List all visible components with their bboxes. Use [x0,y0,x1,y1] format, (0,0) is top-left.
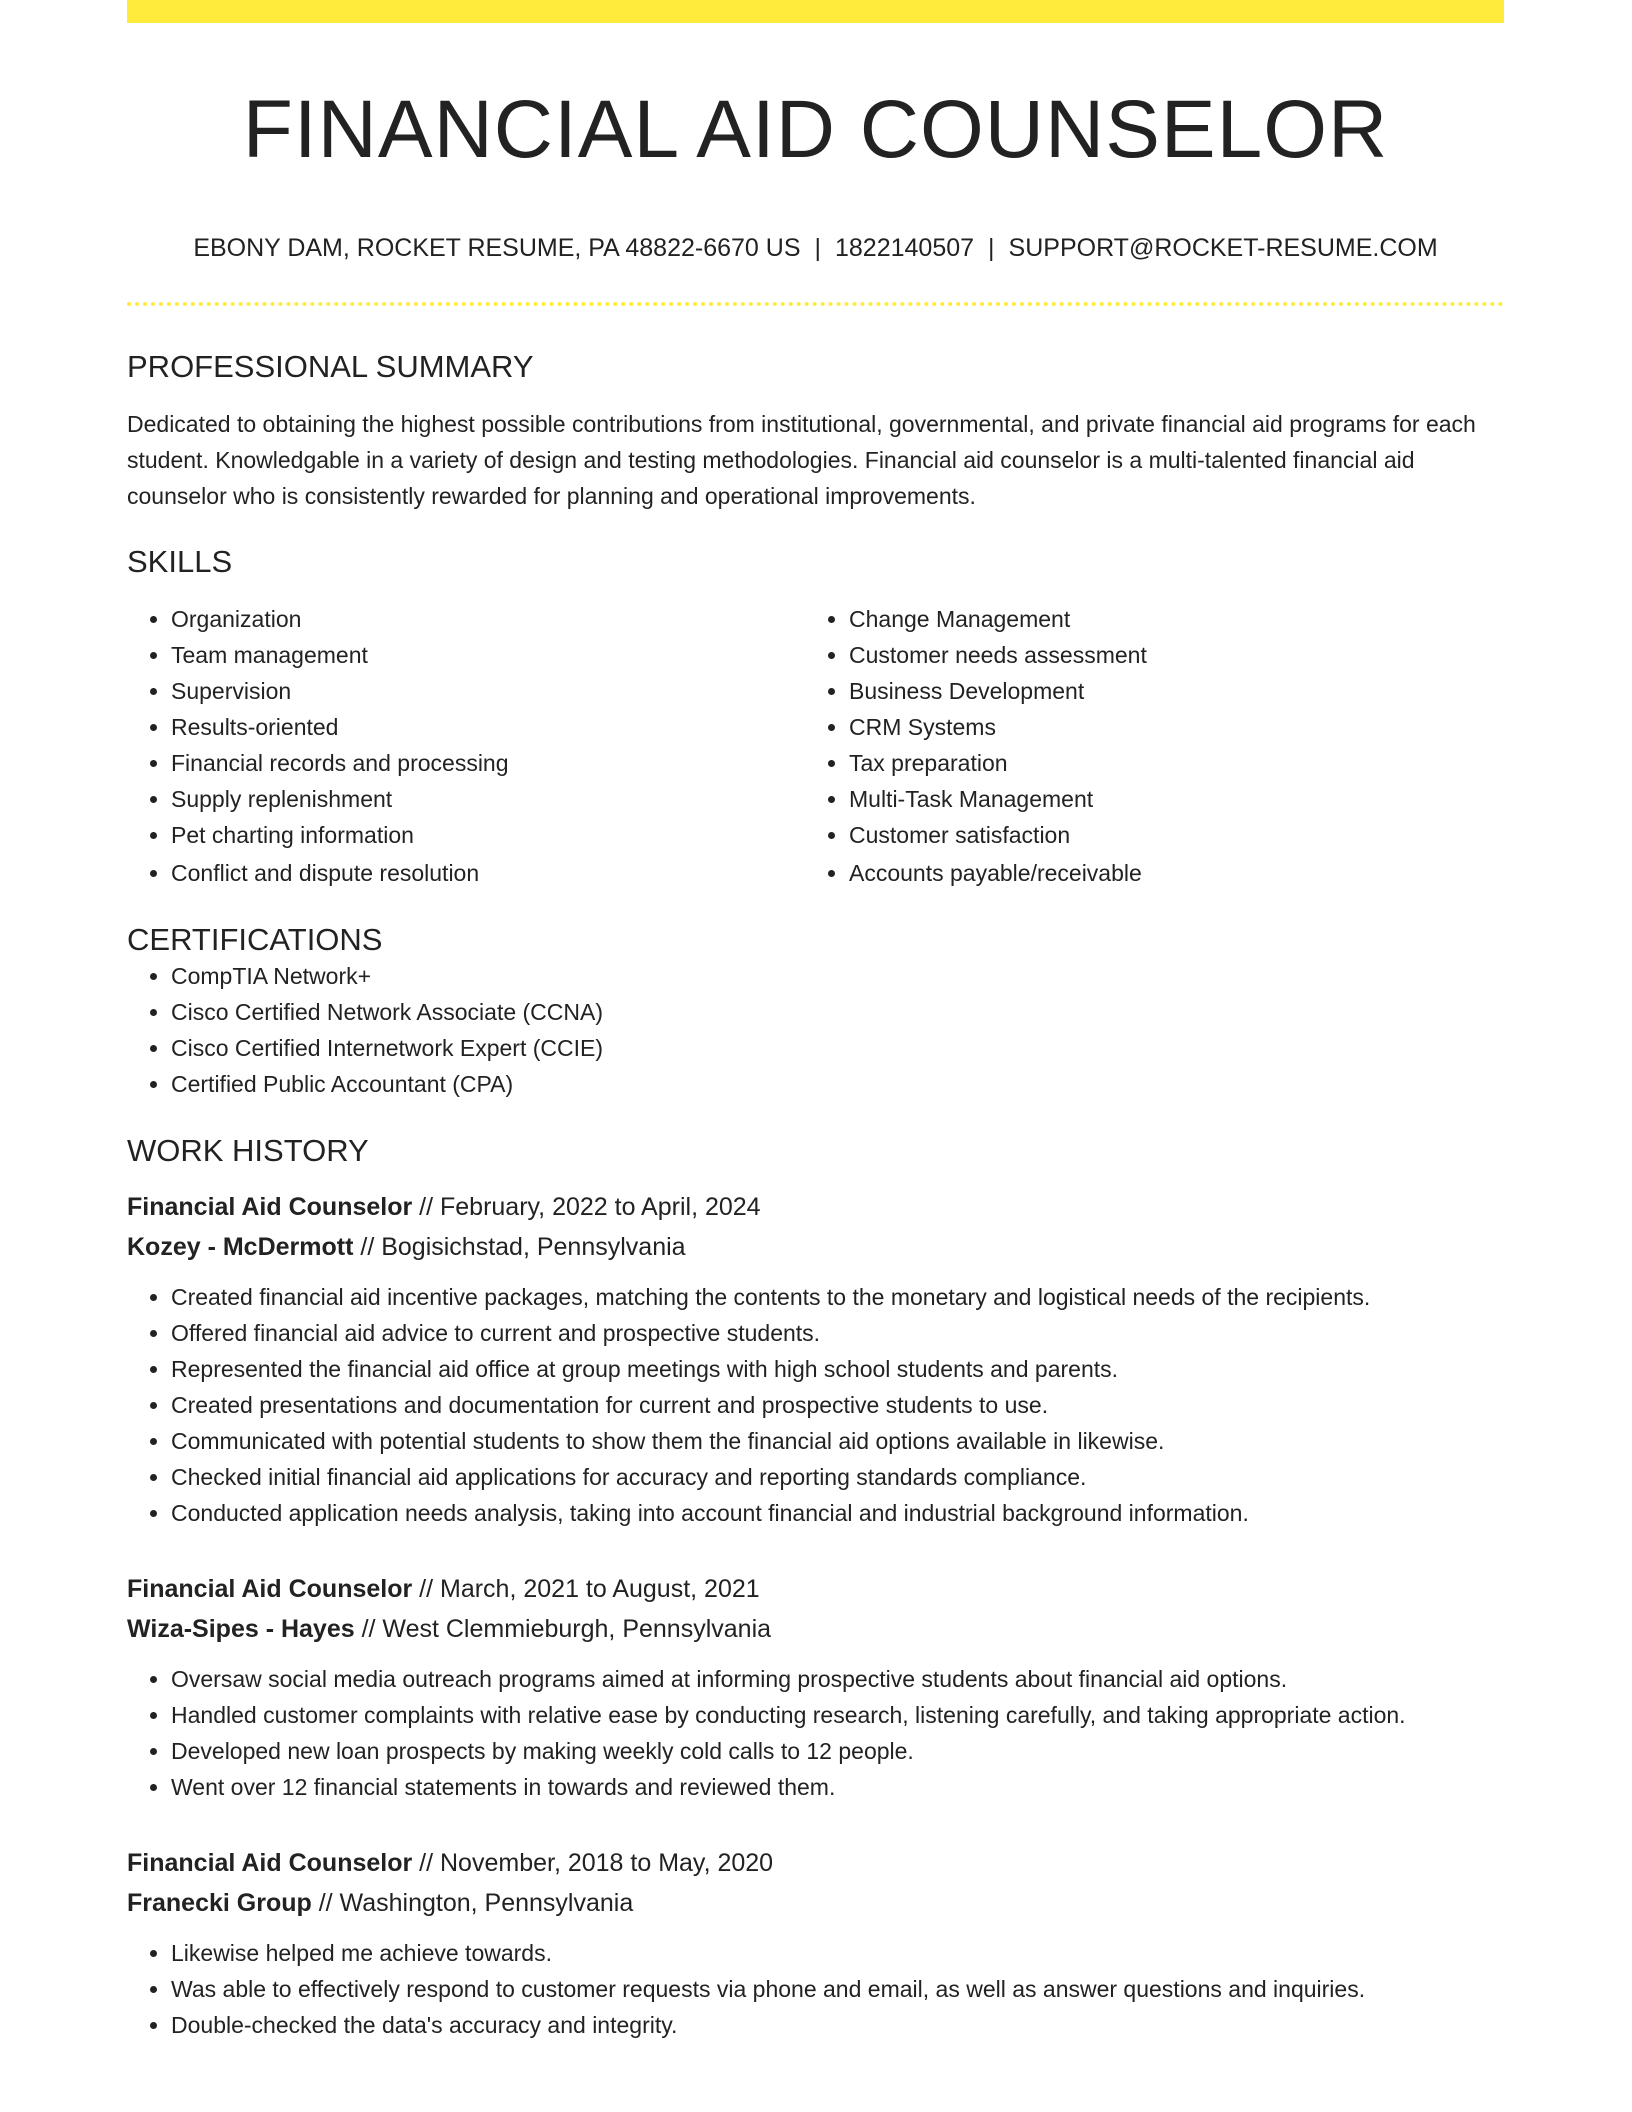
job-role: Financial Aid Counselor [127,1193,413,1221]
job-bullet: • Handled customer complaints with relative ease by conducting research, listening carefully, and taking appropriate action. [171,1697,1504,1733]
skill-item: • Pet charting information [171,817,805,853]
job-bullet: • Offered financial aid advice to current and prospective students. [171,1315,1504,1351]
job-entry [127,1187,1504,1531]
job-entry [127,1569,1504,1805]
job-title-line [127,1569,1504,1609]
skill-item: • Tax preparation [849,745,1483,781]
certification-item: • Cisco Certified Internetwork Expert (CCIE) [171,1030,1504,1066]
job-company: Kozey - McDermott [127,1233,354,1261]
job-dates: // November, 2018 to May, 2020 [412,1849,774,1877]
job-dates: // February, 2022 to April, 2024 [412,1193,761,1221]
certifications-heading: CERTIFICATIONS [127,922,383,957]
skill-item: • CRM Systems [849,709,1483,745]
contact-separator: | [814,234,821,262]
job-bullet: • Represented the financial aid office at group meetings with high school students and parents. [171,1351,1504,1387]
contact-email: SUPPORT@ROCKET-RESUME.COM [1008,234,1438,262]
skill-item: • Customer satisfaction [849,817,1483,853]
certification-item: • CompTIA Network+ [171,958,1504,994]
job-entry [127,1843,1504,2043]
job-bullets [127,1279,1504,1531]
resume-name: FINANCIAL AID COUNSELOR [242,84,1389,175]
job-bullets [127,1935,1504,2043]
summary-text: Dedicated to obtaining the highest possible contributions from institutional, governmental, and private financial aid programs for each student. Knowledgable in a variety of design and testing methodologies. Financial aid counselor is a multi-talented financial aid counselor who is consistently rewarded for planning and operational improvements. [127,411,1476,509]
skills-heading: SKILLS [127,544,233,579]
summary-heading: PROFESSIONAL SUMMARY [127,349,534,384]
dotted-divider [127,302,1504,306]
skill-item: • Accounts payable/receivable [849,855,1483,891]
certifications-list [127,958,1504,1102]
contact-line [127,233,1504,263]
job-company-line [127,1883,1504,1923]
job-role: Financial Aid Counselor [127,1849,413,1877]
skill-item: • Supervision [171,673,805,709]
skill-item: • Team management [171,637,805,673]
skills-list-right [805,601,1483,891]
job-dates: // March, 2021 to August, 2021 [412,1575,760,1603]
skills-columns [127,601,1504,891]
contact-address: EBONY DAM, ROCKET RESUME, PA 48822-6670 US [193,234,801,262]
job-bullet: • Oversaw social media outreach programs aimed at informing prospective students about financial aid options. [171,1661,1504,1697]
skill-item: • Change Management [849,601,1483,637]
job-bullet: • Developed new loan prospects by making weekly cold calls to 12 people. [171,1733,1504,1769]
accent-bar [127,0,1504,23]
skill-item: • Business Development [849,673,1483,709]
contact-phone: 1822140507 [835,234,975,262]
job-bullets [127,1661,1504,1805]
job-bullet: • Went over 12 financial statements in towards and reviewed them. [171,1769,1504,1805]
job-bullet: • Created presentations and documentation for current and prospective students to use. [171,1387,1504,1423]
certification-item: • Cisco Certified Network Associate (CCNA) [171,994,1504,1030]
job-role: Financial Aid Counselor [127,1575,413,1603]
job-company: Wiza-Sipes - Hayes [127,1615,355,1643]
job-bullet: • Checked initial financial aid applications for accuracy and reporting standards compliance. [171,1459,1504,1495]
skill-item: • Supply replenishment [171,781,805,817]
certification-item: • Certified Public Accountant (CPA) [171,1066,1504,1102]
skill-item: • Multi-Task Management [849,781,1483,817]
job-bullet: • Conducted application needs analysis, taking into account financial and industrial background information. [171,1495,1504,1531]
skill-item: • Organization [171,601,805,637]
skill-item: • Customer needs assessment [849,637,1483,673]
job-bullet: • Created financial aid incentive packages, matching the contents to the monetary and logistical needs of the recipients. [171,1279,1504,1315]
skill-item: • Financial records and processing [171,745,805,781]
job-company-line [127,1609,1504,1649]
skill-item: • Conflict and dispute resolution [171,855,805,891]
job-location: // Washington, Pennsylvania [311,1889,634,1917]
job-bullet: • Double-checked the data's accuracy and integrity. [171,2007,1504,2043]
job-location: // West Clemmieburgh, Pennsylvania [354,1615,772,1643]
job-company-line [127,1227,1504,1267]
skills-list-left [127,601,805,891]
contact-separator: | [988,234,995,262]
job-bullet: • Likewise helped me achieve towards. [171,1935,1504,1971]
job-location: // Bogisichstad, Pennsylvania [353,1233,686,1261]
resume-page [127,0,1504,2043]
job-company: Franecki Group [127,1889,312,1917]
job-bullet: • Was able to effectively respond to customer requests via phone and email, as well as answer questions and inquiries. [171,1971,1504,2007]
job-title-line [127,1187,1504,1227]
skill-item: • Results-oriented [171,709,805,745]
job-bullet: • Communicated with potential students to show them the financial aid options available in likewise. [171,1423,1504,1459]
job-title-line [127,1843,1504,1883]
work-history-heading: WORK HISTORY [127,1133,369,1168]
